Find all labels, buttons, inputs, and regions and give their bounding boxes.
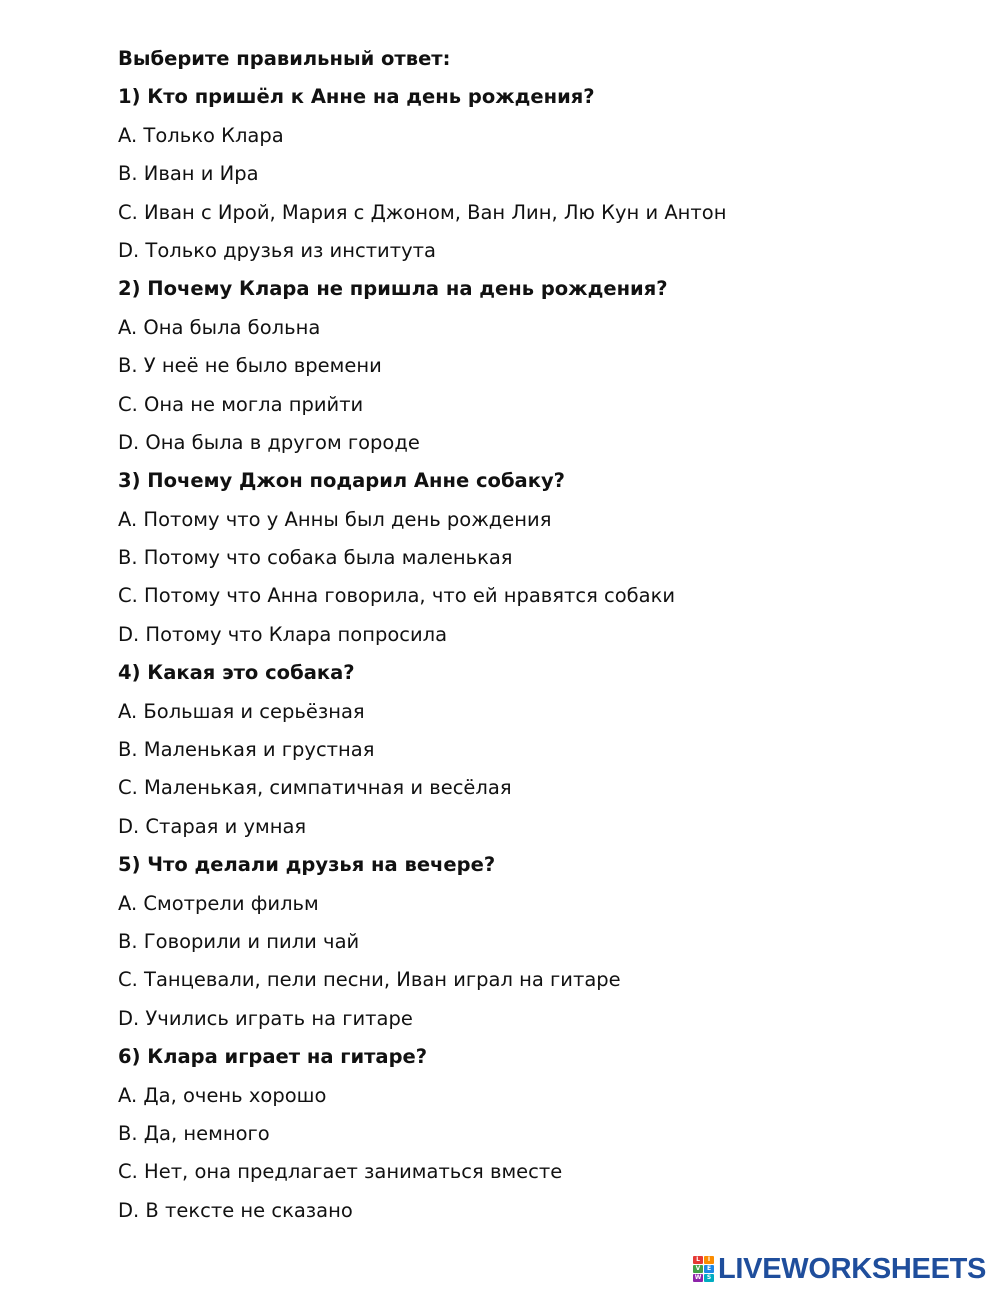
option-letter: D. [118,622,140,646]
question-6 [118,1038,958,1230]
logo-tile: L [693,1256,703,1264]
question-title: 2) Почему Клара не пришла на день рождения? [118,277,668,301]
logo-tile: V [693,1265,703,1273]
option-text: Потому что собака была маленькая [143,546,513,570]
answer-option[interactable] [118,501,958,539]
option-text: Она была больна [143,315,321,339]
answer-option[interactable] [118,309,958,347]
question-title: 4) Какая это собака? [118,661,355,685]
option-text: Только Клара [143,123,284,147]
answer-option[interactable] [118,347,958,385]
question-title: 1) Кто пришёл к Анне на день рождения? [118,85,595,109]
answer-option[interactable] [118,923,958,961]
option-text: Танцевали, пели песни, Иван играл на гитаре [144,968,621,992]
option-letter: C. [118,392,138,416]
logo-text: LIVEWORKSHEETS [718,1253,987,1285]
option-text: Да, очень хорошо [143,1083,327,1107]
answer-option[interactable] [118,808,958,846]
option-text: Большая и серьёзная [143,699,365,723]
option-letter: C. [118,968,138,992]
answer-option[interactable] [118,117,958,155]
logo-tile: E [704,1265,714,1273]
option-letter: C. [118,776,138,800]
answer-option[interactable] [118,577,958,615]
option-text: В тексте не сказано [145,1198,353,1222]
logo-tile: W [694,1274,702,1281]
answer-option[interactable] [118,693,958,731]
option-text: Только друзья из института [145,238,436,262]
answer-option[interactable] [118,1077,958,1115]
option-text: Смотрели фильм [143,891,319,915]
option-letter: C. [118,200,138,224]
option-letter: D. [118,430,140,454]
option-text: Потому что Анна говорила, что ей нравятся собаки [144,584,676,608]
liveworksheets-logo-icon [693,1256,715,1282]
option-text: Она не могла прийти [144,392,364,416]
answer-option[interactable] [118,155,958,193]
option-letter: A. [118,891,138,915]
option-letter: B. [118,354,138,378]
answer-option[interactable] [118,1000,958,1038]
answer-option[interactable] [118,194,958,232]
option-letter: D. [118,1198,140,1222]
option-text: Потому что Клара попросила [145,622,448,646]
option-text: Иван с Ирой, Мария с Джоном, Ван Лин, Лю Кун и Антон [144,200,727,224]
option-letter: D. [118,1006,140,1030]
question-title: 3) Почему Джон подарил Анне собаку? [118,469,565,493]
worksheet [118,40,958,1230]
answer-option[interactable] [118,961,958,999]
question-title: 6) Клара играет на гитаре? [118,1045,428,1069]
option-text: Старая и умная [145,814,307,838]
question-1 [118,78,958,270]
answer-option[interactable] [118,386,958,424]
option-letter: B. [118,738,138,762]
answer-option[interactable] [118,1153,958,1191]
answer-option[interactable] [118,769,958,807]
logo-tile: S [704,1274,714,1282]
option-text: Да, немного [143,1121,270,1145]
option-text: Маленькая, симпатичная и весёлая [144,776,512,800]
option-text: У неё не было времени [143,354,382,378]
option-letter: C. [118,584,138,608]
instruction-heading: Выберите правильный ответ: [118,47,451,70]
option-letter: B. [118,162,138,186]
answer-option[interactable] [118,232,958,270]
option-letter: A. [118,1083,138,1107]
logo-tile: I [704,1256,714,1264]
option-letter: B. [118,546,138,570]
question-2 [118,270,958,462]
option-letter: C. [118,1160,138,1184]
option-text: Потому что у Анны был день рождения [143,507,552,531]
answer-option[interactable] [118,885,958,923]
option-letter: D. [118,814,140,838]
question-5 [118,846,958,1038]
answer-option[interactable] [118,424,958,462]
option-letter: A. [118,699,138,723]
option-letter: B. [118,929,138,953]
option-text: Учились играть на гитаре [145,1006,413,1030]
answer-option[interactable] [118,1192,958,1230]
option-text: Она была в другом городе [145,430,420,454]
question-4 [118,654,958,846]
option-letter: A. [118,315,138,339]
answer-option[interactable] [118,616,958,654]
option-text: Говорили и пили чай [143,929,360,953]
answer-option[interactable] [118,1115,958,1153]
option-letter: D. [118,238,140,262]
answer-option[interactable] [118,539,958,577]
option-letter: B. [118,1121,138,1145]
option-letter: A. [118,123,138,147]
option-text: Маленькая и грустная [143,738,375,762]
option-letter: A. [118,507,138,531]
liveworksheets-logo [693,1254,986,1284]
option-text: Иван и Ира [143,162,259,186]
question-title: 5) Что делали друзья на вечере? [118,853,496,877]
option-text: Нет, она предлагает заниматься вместе [144,1160,563,1184]
answer-option[interactable] [118,731,958,769]
question-3 [118,462,958,654]
